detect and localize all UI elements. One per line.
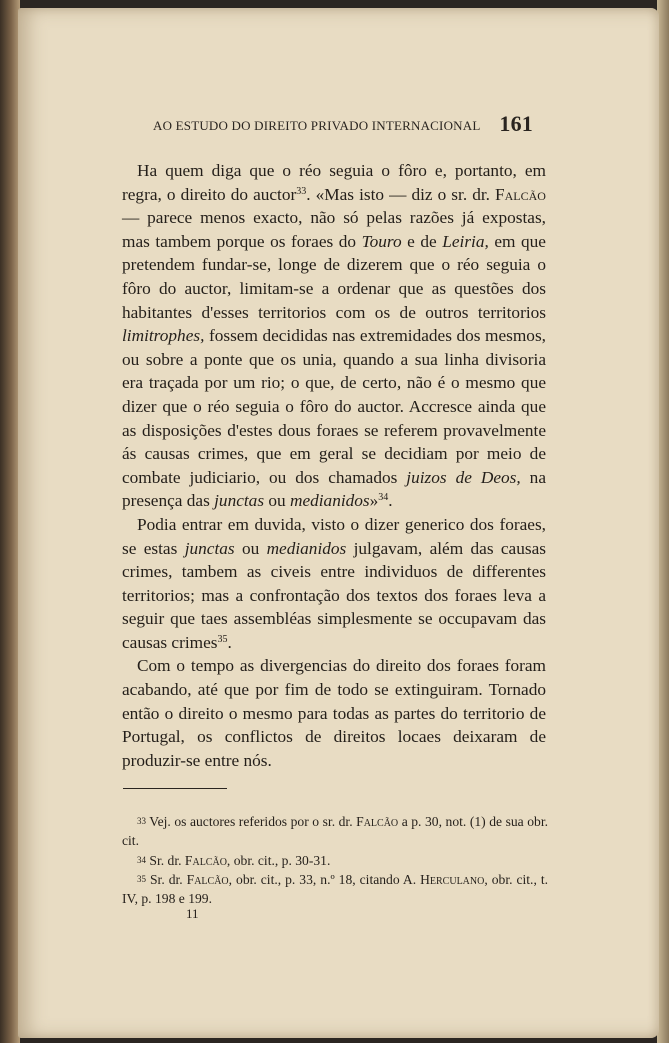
main-text [122,159,546,772]
footnote-ref-35[interactable]: 35 [217,633,228,645]
paragraph-2: Podia entrar em duvida, visto o dizer generico dos foraes, se estas junctas ou medianidos julgavam, além das causas crimes, tambem as civeis entre individuos de differentes territorios; mas a confrontação dos textos dos foraes leva a seguir que taes assembléas simplesmente se occupavam das causas crimes$^{35}$. [122,514,546,652]
page-number: 161 [499,111,533,136]
author-name: Falcão [495,184,546,204]
footnotes [122,812,548,909]
running-title: AO ESTUDO DO DIREITO PRIVADO INTERNACIONAL [153,118,481,133]
footnote-ref-34[interactable]: 34 [378,492,389,504]
paragraph-1: Ha quem diga que o réo seguia o fôro e, portanto, em regra, o direito do auctor$^{33}$. «Mas isto — diz o sr. dr. Falcão — parece menos exacto, não só pelas razões já expostas, mas tambem porque os foraes do Touro e de Leiria, em que pretendem fundar-se, longe de dizerem que o réo seguia o fôro do auctor, limitam-se a ordenar que as questões dos habitantes d'esses territorios com os de outros territorios limitrophes, fossem decididas nas extremidades dos mesmos, ou sobre a ponte que os unia, quando a sua linha divisoria era traçada por um rio; o que, de certo, não é o mesmo que dizer que o réo seguia o fôro do auctor. Accresce ainda que as disposições d'estes dous foraes se referem provavelmente ás causas crimes, que em geral se decidiam por meio de combate judiciario, ou dos chamados juizos de Deos, na presença das junctas ou medianidos»$^{34}$. [122,161,546,511]
footnote-34: 34 Sr. dr. Falcão, obr. cit., p. 30-31. [137,852,331,868]
footnote-ref-33[interactable]: 33 [296,185,307,197]
footnote-33: 33 Vej. os auctores referidos por o sr. dr. Falcão a p. 30, not. (1) de sua obr. cit. [122,814,548,848]
book-page [18,8,659,1038]
book-spine [0,0,20,1043]
paragraph-3: Com o tempo as divergencias do direito dos foraes foram acabando, até que por fim de todo se extinguiram. Tornado então o direito o mesmo para todas as partes do territorio de Portugal, os conflictos de direitos locaes deixaram de produzir-se entre nós. [122,656,546,770]
footnote-separator [123,788,227,789]
footnote-35: 35 Sr. dr. Falcão, obr. cit., p. 33, n.º 18, citando A. Herculano, obr. cit., t. IV, p. 198 e 199. [122,872,548,907]
signature-mark: 11 [186,906,199,921]
